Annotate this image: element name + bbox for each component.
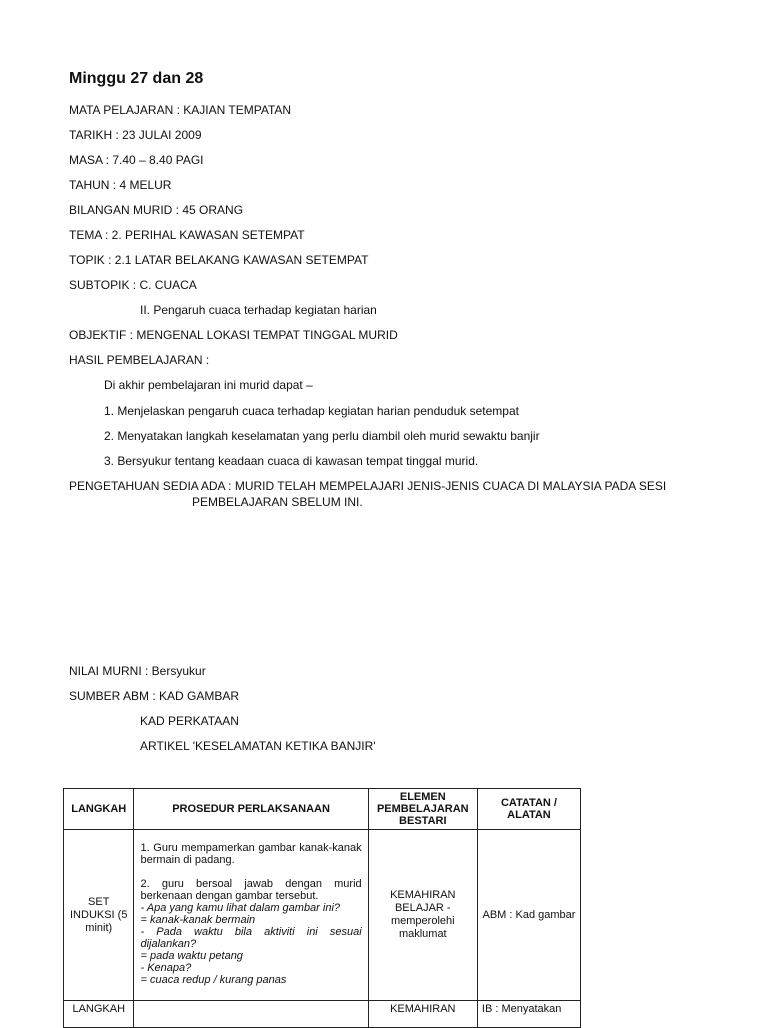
row2-prosedur	[134, 1001, 368, 1028]
masa-line: MASA : 7.40 – 8.40 PAGI	[69, 153, 204, 167]
proc-answer-1: = kanak-kanak bermain	[140, 914, 256, 926]
header-prosedur: PROSEDUR PERLAKSANAAN	[134, 789, 368, 830]
proc-answer-2: = pada waktu petang	[140, 950, 243, 962]
proc-answer-3: = cuaca redup / kurang panas	[140, 974, 287, 986]
row2-elemen: KEMAHIRAN	[368, 1001, 477, 1028]
sumber-abm-artikel: ARTIKEL 'KESELAMATAN KETIKA BANJIR'	[140, 739, 376, 753]
header-elemen: ELEMEN PEMBELAJARAN BESTARI	[368, 789, 477, 830]
table-header-row	[64, 789, 581, 830]
lesson-plan-table	[63, 788, 581, 1028]
proc-step-2: 2. guru bersoal jawab dengan murid berkenaan dengan gambar tersebut.	[140, 878, 362, 902]
subtopik-line: SUBTOPIK : C. CUACA	[69, 278, 197, 292]
row2-langkah: LANGKAH	[64, 1001, 134, 1028]
proc-question-2: - Pada waktu bila aktiviti ini sesuai dijalankan?	[140, 926, 362, 950]
header-catatan: CATATAN / ALATAN	[477, 789, 580, 830]
mata-pelajaran-line: MATA PELAJARAN : KAJIAN TEMPATAN	[69, 103, 292, 117]
subtopik-detail-line: II. Pengaruh cuaca terhadap kegiatan harian	[140, 303, 377, 317]
row1-langkah: SET INDUKSI (5 minit)	[64, 830, 134, 1001]
proc-step-1: 1. Guru mempamerkan gambar kanak-kanak bermain di padang.	[140, 842, 362, 866]
sumber-abm-kad-perkataan: KAD PERKATAAN	[140, 714, 239, 728]
tarikh-line: TARIKH : 23 JULAI 2009	[69, 128, 202, 142]
tahun-line: TAHUN : 4 MELUR	[69, 178, 172, 192]
row1-prosedur	[134, 830, 368, 1001]
hasil-item-3: 3. Bersyukur tentang keadaan cuaca di kawasan tempat tinggal murid.	[104, 454, 479, 468]
tema-line: TEMA : 2. PERIHAL KAWASAN SETEMPAT	[69, 228, 305, 242]
bilangan-murid-line: BILANGAN MURID : 45 ORANG	[69, 203, 244, 217]
hasil-item-2: 2. Menyatakan langkah keselamatan yang perlu diambil oleh murid sewaktu banjir	[104, 429, 540, 443]
proc-question-3: - Kenapa?	[140, 962, 192, 974]
table-row	[64, 830, 581, 1001]
row2-catatan: IB : Menyatakan	[477, 1001, 580, 1028]
document-title: Minggu 27 dan 28	[69, 70, 204, 87]
objektif-line: OBJEKTIF : MENGENAL LOKASI TEMPAT TINGGAL MURID	[69, 328, 398, 342]
pengetahuan-sedia-ada-continuation: PEMBELAJARAN SBELUM INI.	[192, 495, 363, 509]
nilai-murni-line: NILAI MURNI : Bersyukur	[69, 664, 206, 678]
row1-elemen: KEMAHIRAN BELAJAR - memperolehi maklumat	[368, 830, 477, 1001]
hasil-intro-line: Di akhir pembelajaran ini murid dapat –	[104, 378, 313, 392]
hasil-pembelajaran-heading: HASIL PEMBELAJARAN :	[69, 353, 210, 367]
proc-question-1: - Apa yang kamu lihat dalam gambar ini?	[140, 902, 341, 914]
header-langkah: LANGKAH	[64, 789, 134, 830]
row1-catatan: ABM : Kad gambar	[477, 830, 580, 1001]
table-row	[64, 1001, 581, 1028]
sumber-abm-line: SUMBER ABM : KAD GAMBAR	[69, 689, 240, 703]
pengetahuan-sedia-ada-line: PENGETAHUAN SEDIA ADA : MURID TELAH MEMPELAJARI JENIS-JENIS CUACA DI MALAYSIA PADA SESI	[69, 479, 667, 493]
hasil-item-1: 1. Menjelaskan pengaruh cuaca terhadap kegiatan harian penduduk setempat	[104, 404, 519, 418]
topik-line: TOPIK : 2.1 LATAR BELAKANG KAWASAN SETEMPAT	[69, 253, 369, 267]
